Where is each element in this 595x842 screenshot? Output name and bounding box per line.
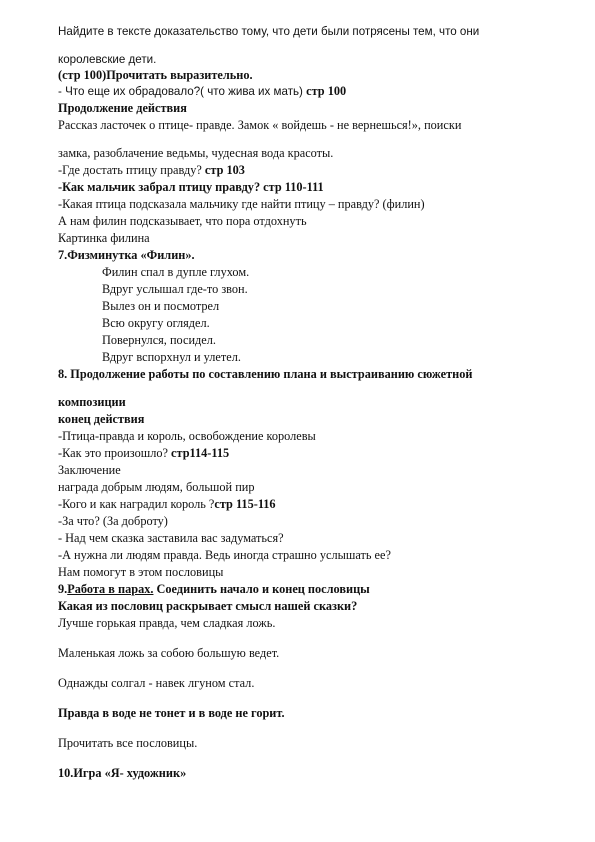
question-line: -А нужна ли людям правда. Ведь иногда страшно услышать ее? — [58, 548, 391, 562]
poem-line: Вдруг услышал где-то звон. — [102, 282, 248, 296]
text-span: Соединить начало и конец пословицы — [153, 582, 370, 596]
question-line — [58, 163, 245, 178]
page-ref: стр 103 — [204, 163, 245, 177]
text-span-underlined: Работа в парах. — [67, 582, 154, 596]
text-line: Прочитать все пословицы. — [58, 736, 198, 750]
poem-line: Филин спал в дупле глухом. — [102, 265, 250, 279]
question-line: Какая из пословиц раскрывает смысл нашей сказки? — [58, 599, 358, 613]
section-heading: Продолжение действия — [58, 101, 187, 115]
question-line: - Над чем сказка заставила вас задуматься? — [58, 531, 284, 545]
question-line — [58, 446, 229, 461]
proverb-line: Однажды солгал - навек лгуном стал. — [58, 676, 255, 690]
text-span: -Где достать птицу правду? — [58, 163, 205, 177]
section-heading: 10.Игра «Я- художник» — [58, 766, 187, 780]
text-span: 9. — [58, 582, 68, 596]
text-span: -Как это произошло? — [58, 446, 172, 460]
page-ref: стр 115-116 — [214, 497, 276, 511]
section-heading: композиции — [58, 395, 126, 409]
section-heading: Заключение — [58, 463, 121, 477]
page-ref: стр 100 — [306, 84, 347, 98]
question-line: -Какая птица подсказала мальчику где найти птицу – правду? (филин) — [58, 197, 425, 211]
question-line — [58, 497, 276, 512]
text-line: А нам филин подсказывает, что пора отдохнуть — [58, 214, 307, 228]
text-line — [58, 84, 346, 99]
text-line: -Птица-правда и король, освобождение королевы — [58, 429, 316, 443]
proverb-line: Маленькая ложь за собою большую ведет. — [58, 646, 280, 660]
text-line: награда добрым людям, большой пир — [58, 480, 255, 494]
section-heading — [58, 582, 370, 597]
poem-line: Всю округу оглядел. — [102, 316, 210, 330]
poem-line: Вылез он и посмотрел — [102, 299, 220, 313]
question-line: -Как мальчик забрал птицу правду? стр 110-111 — [58, 180, 324, 194]
section-heading: конец действия — [58, 412, 145, 426]
section-heading: 8. Продолжение работы по составлению плана и выстраиванию сюжетной — [58, 367, 473, 381]
text-span: -Кого и как наградил король ? — [58, 497, 215, 511]
text-line: замка, разоблачение ведьмы, чудесная вода красоты. — [58, 146, 334, 160]
text-line: королевские дети. — [58, 53, 157, 66]
proverb-line: Правда в воде не тонет и в воде не горит. — [58, 706, 285, 720]
page-ref: стр114-115 — [171, 446, 230, 460]
text-line: Найдите в тексте доказательство тому, что дети были потрясены тем, что они — [58, 25, 480, 38]
question-line: -За что? (За доброту) — [58, 514, 168, 528]
text-line: Рассказ ласточек о птице- правде. Замок « войдешь - не вернешься!», поиски — [58, 118, 462, 132]
proverb-line: Лучше горькая правда, чем сладкая ложь. — [58, 616, 276, 630]
text-line: Картинка филина — [58, 231, 150, 245]
poem-line: Вдруг вспорхнул и улетел. — [102, 350, 241, 364]
section-heading: 7.Физминутка «Филин». — [58, 248, 195, 262]
text-span: - Что еще их обрадовало?( что жива их мать) — [58, 85, 307, 98]
text-line: Нам помогут в этом пословицы — [58, 565, 224, 579]
text-line: (стр 100)Прочитать выразительно. — [58, 68, 253, 82]
poem-line: Повернулся, посидел. — [102, 333, 216, 347]
